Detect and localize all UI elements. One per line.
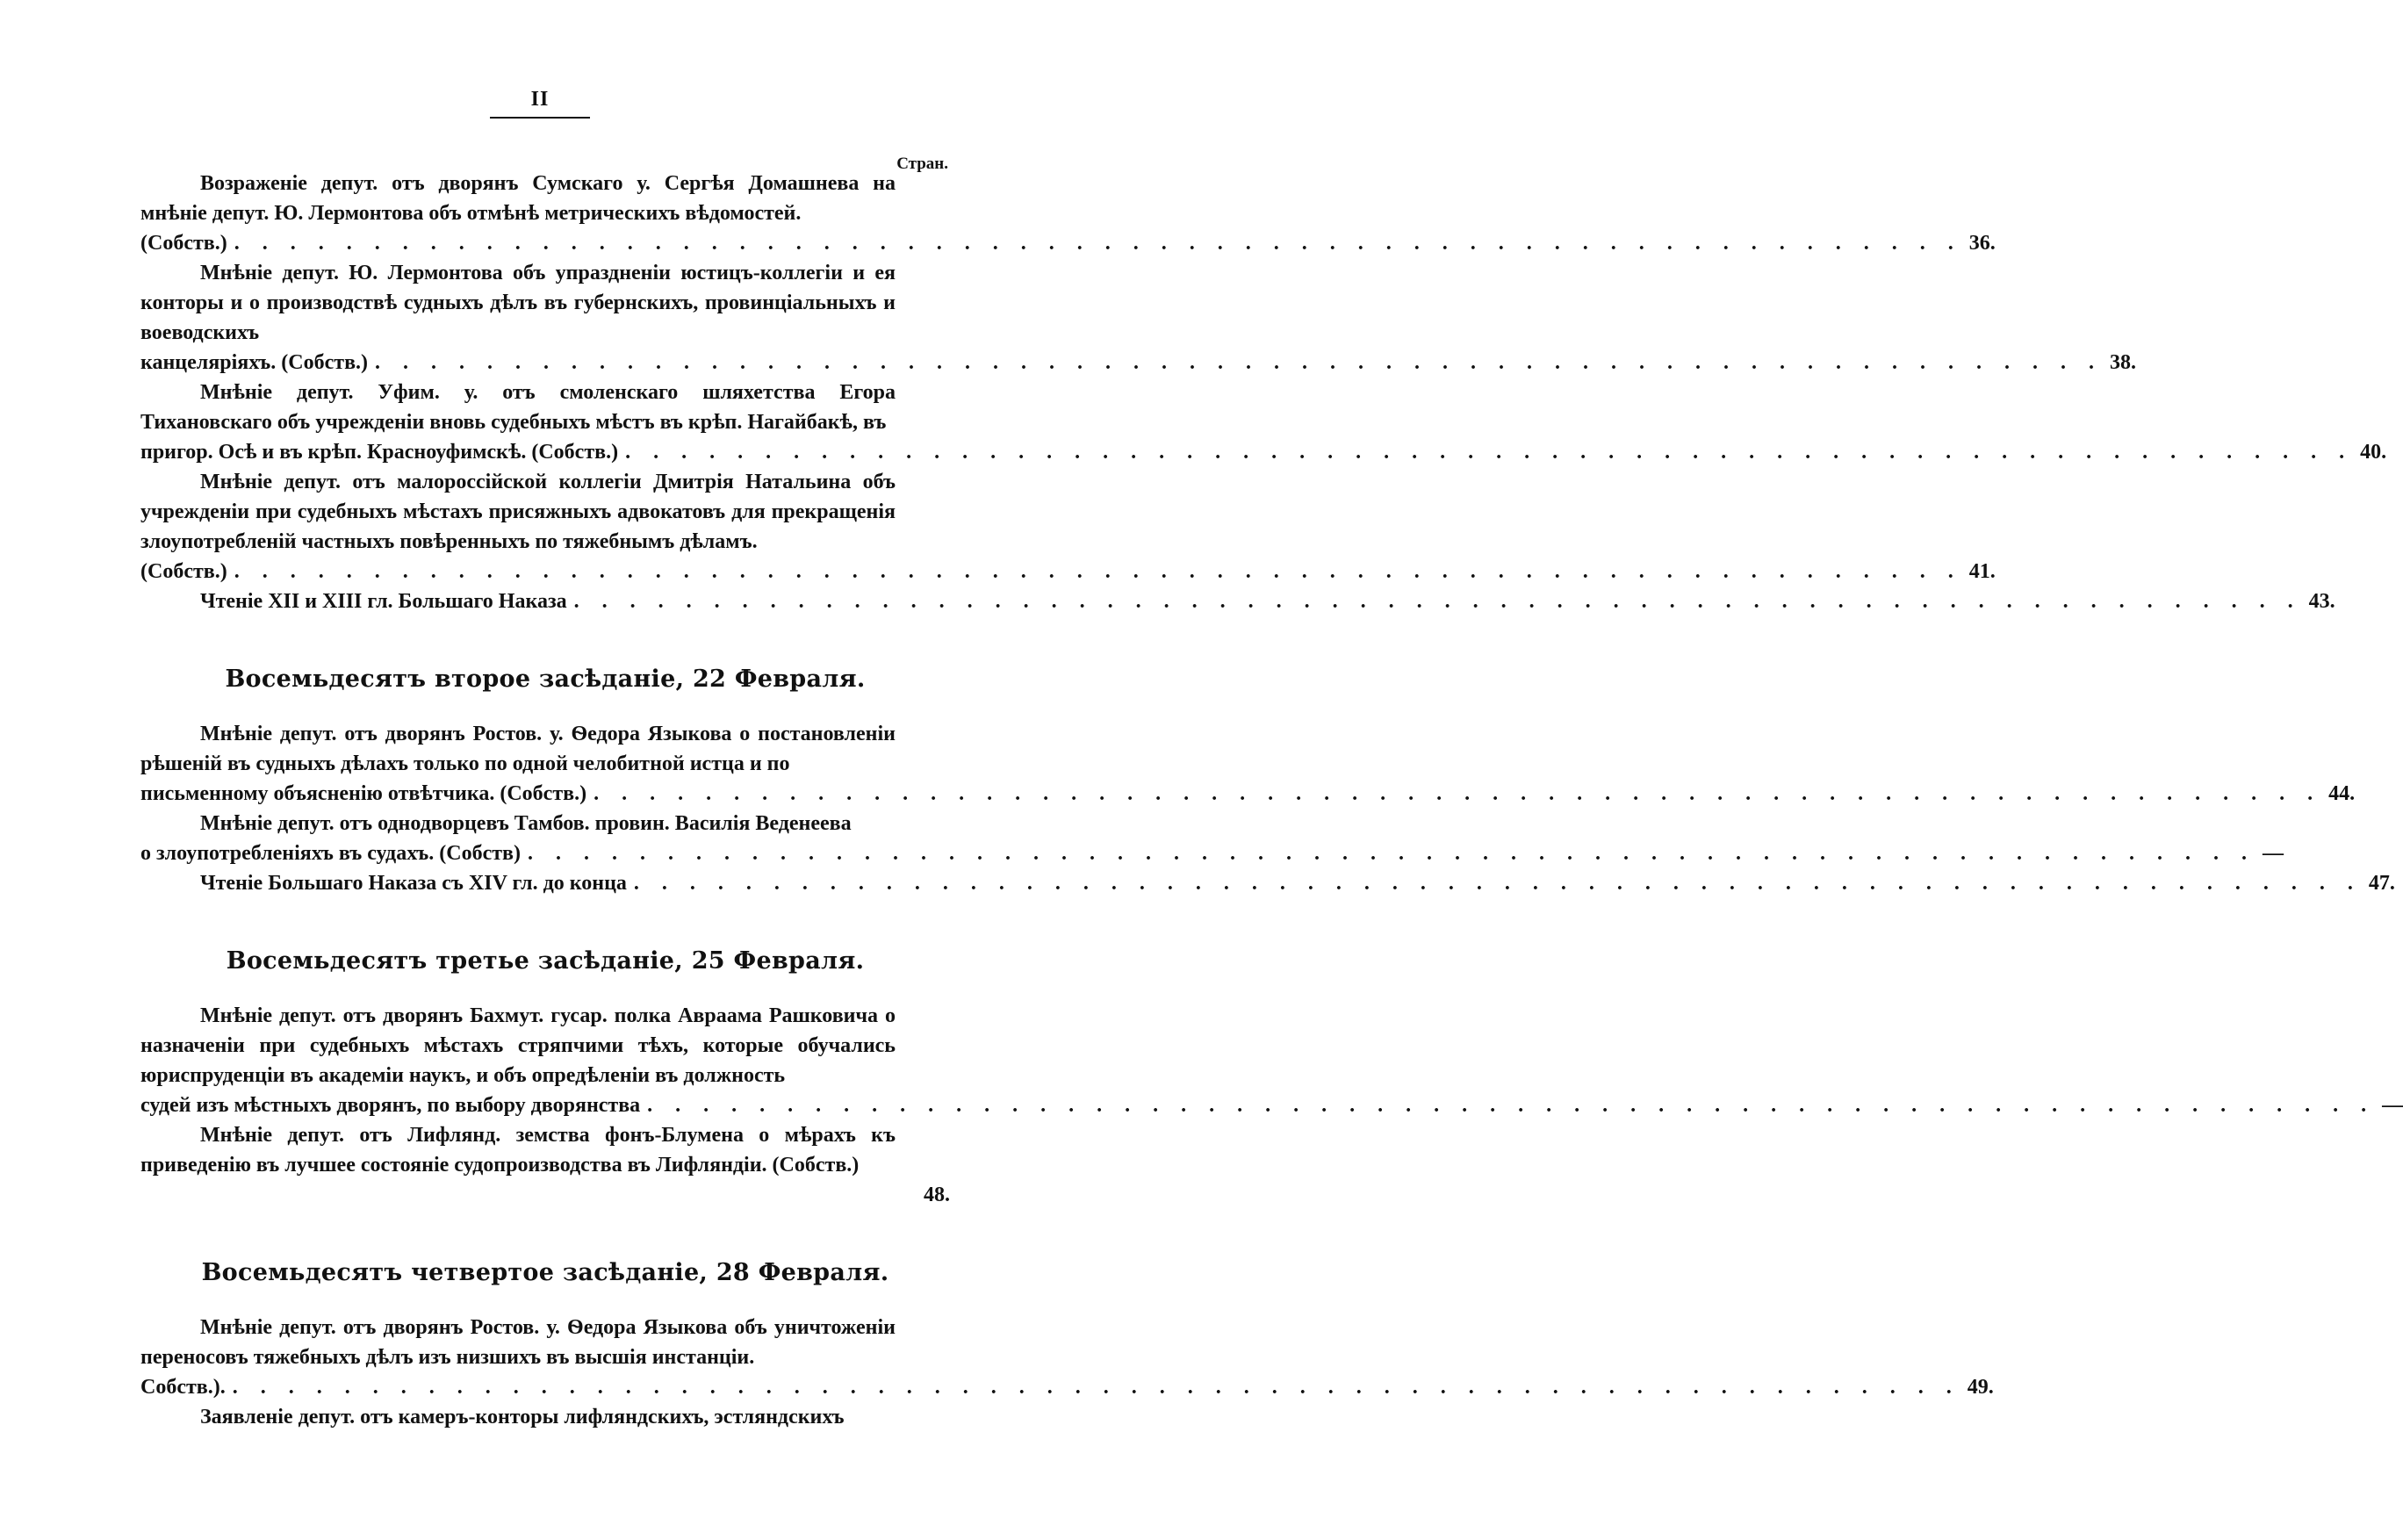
toc-page-ref: 36. bbox=[1968, 232, 1996, 255]
toc-page-ref: 49. bbox=[1967, 1376, 1994, 1399]
toc-entry bbox=[140, 868, 2395, 898]
toc-page-ref: 38. bbox=[2110, 351, 2137, 374]
toc-entry-text: Возраженіе депут. отъ дворянъ Сумскаго у. Сергѣя Домашнева на мнѣніе депут. Ю. Лермонтова объ отмѣнѣ метрическихъ вѣдомостей. bbox=[140, 172, 896, 225]
leader-dots: . . . . . . . . . . . . . . . . . . . . . . . . . . . . . . . . . . . . . . . . . . . . . . . . . . . . . . . . . . . . . . bbox=[625, 441, 2354, 464]
toc-page-ref: 41. bbox=[1968, 560, 1996, 583]
toc-page-ref: 44. bbox=[2328, 782, 2356, 805]
toc-entry-last-line bbox=[140, 1372, 1994, 1402]
toc-entry bbox=[140, 467, 1996, 586]
toc-entry-text: Мнѣніе депут. отъ дворянъ Бахмут. гусар. полка Авраама Рашковича о назначеніи при судебныхъ мѣстахъ стряпчими тѣхъ, которые обучались юриспруденціи въ академіи наукъ, и объ опредѣленіи въ должность bbox=[140, 1004, 896, 1087]
toc-entry-tail: письменному объясненію отвѣтчика. (Собств.) bbox=[140, 782, 587, 805]
leader-dots: . . . . . . . . . . . . . . . . . . . . . . . . . . . . . . . . . . . . . . . . . . . . . . . . . . . . . . . . . . . . . . bbox=[234, 232, 1962, 255]
toc-entry bbox=[140, 169, 1996, 258]
toc-page-ref: 48. bbox=[924, 1184, 950, 1206]
toc-entry bbox=[140, 586, 2335, 616]
toc-entry bbox=[140, 1001, 2403, 1120]
leader-dots: . . . . . . . . . . . . . . . . . . . . . . . . . . . . . . . . . . . . . . . . . . . . . . . . . . . . . . . . . . . . . . bbox=[573, 590, 2302, 613]
toc-entry-tail: судей изъ мѣстныхъ дворянъ, по выбору дворянства bbox=[140, 1094, 641, 1117]
leader-dots: . . . . . . . . . . . . . . . . . . . . . . . . . . . . . . . . . . . . . . . . . . . . . . . . . . . . . . . . . . . . . . bbox=[234, 560, 1962, 583]
page-number: II bbox=[530, 88, 550, 111]
toc-entry bbox=[140, 378, 2387, 467]
page-column-label: Стран. bbox=[896, 155, 948, 173]
toc-page-ref: — bbox=[2262, 842, 2284, 865]
toc-entry-last-line bbox=[140, 437, 2387, 467]
leader-dots: . . . . . . . . . . . . . . . . . . . . . . . . . . . . . . . . . . . . . . . . . . . . . . . . . . . . . . . . . . . . . . bbox=[594, 782, 2322, 805]
page-number-rule bbox=[490, 117, 590, 119]
toc-entry-text: Заявленіе депут. отъ камеръ-конторы лифляндскихъ, эстляндскихъ bbox=[200, 1406, 845, 1428]
leader-dots: . . . . . . . . . . . . . . . . . . . . . . . . . . . . . . . . . . . . . . . . . . . . . . . . . . . . . . . . . . . . . . bbox=[527, 842, 2256, 865]
section-heading: Восемьдесятъ третье засѣданіе, 25 Февраля. bbox=[226, 947, 865, 975]
toc-entry-tail: Чтеніе Большаго Наказа съ XIV гл. до конца bbox=[200, 872, 627, 895]
toc-entry-tail: канцеляріяхъ. (Собств.) bbox=[140, 351, 369, 374]
toc-entry-last-line bbox=[140, 868, 2395, 898]
toc-entry-tail: Собств.). bbox=[140, 1376, 226, 1399]
toc-entry bbox=[140, 1120, 950, 1210]
toc-entry-tail: (Собств.) bbox=[140, 232, 227, 255]
toc-entry-last-line bbox=[140, 228, 1996, 258]
toc-entry-text: Мнѣніе депут. Уфим. у. отъ смоленскаго шляхетства Егора Тихановскаго объ учрежденіи вновь судебныхъ мѣстъ въ крѣп. Нагайбакѣ, въ bbox=[140, 381, 896, 434]
toc-entry-text: Мнѣніе депут. отъ Лифлянд. земства фонъ-Блумена о мѣрахъ къ приведенію въ лучшее состояніе судопроизводства въ Лифляндіи. (Собств.) bbox=[140, 1124, 896, 1177]
toc-entry-tail: пригор. Осѣ и въ крѣп. Красноуфимскѣ. (Собств.) bbox=[140, 441, 619, 464]
toc-entry-tail: Чтеніе XII и XIII гл. Большаго Наказа bbox=[200, 590, 567, 613]
toc-page-ref: 43. bbox=[2308, 590, 2335, 613]
toc-entry bbox=[140, 1402, 950, 1432]
toc-entry-text: Мнѣніе депут. Ю. Лермонтова объ упраздненіи юстицъ-коллегіи и ея конторы и о производствѣ судныхъ дѣлъ въ губернскихъ, провинціальныхъ и воеводскихъ bbox=[140, 262, 896, 344]
toc-entry-tail: (Собств.) bbox=[140, 560, 227, 583]
toc-entry-last-line bbox=[140, 348, 2137, 378]
toc-entry-last-line bbox=[140, 779, 2356, 809]
toc-entry-last-line bbox=[140, 1180, 950, 1210]
toc-entry-text: Мнѣніе депут. отъ дворянъ Ростов. у. Ѳедора Языкова объ уничтоженіи переносовъ тяжебныхъ дѣлъ изъ низшихъ въ высшія инстанціи. bbox=[140, 1316, 896, 1369]
toc-page-ref: 47. bbox=[2368, 872, 2395, 895]
toc-entry-last-line bbox=[140, 838, 2284, 868]
toc-entry-text: Мнѣніе депут. отъ малороссійской коллегіи Дмитрія Натальина объ учрежденіи при судебныхъ мѣстахъ присяжныхъ адвокатовъ для прекращенія злоупотребленій частныхъ повѣренныхъ по тяжебнымъ дѣламъ. bbox=[140, 471, 896, 553]
toc-entry-last-line bbox=[140, 1090, 2403, 1120]
section-heading: Восемьдесятъ четвертое засѣданіе, 28 Февраля. bbox=[201, 1259, 889, 1286]
toc-entry-text: Мнѣніе депут. отъ однодворцевъ Тамбов. провин. Василія Веденеева bbox=[200, 812, 852, 835]
toc-entry-last-line bbox=[140, 586, 2335, 616]
leader-dots: . . . . . . . . . . . . . . . . . . . . . . . . . . . . . . . . . . . . . . . . . . . . . . . . . . . . . . . . . . . . . . bbox=[375, 351, 2104, 374]
leader-dots: . . . . . . . . . . . . . . . . . . . . . . . . . . . . . . . . . . . . . . . . . . . . . . . . . . . . . . . . . . . . . . bbox=[232, 1376, 1961, 1399]
toc-page-ref: — bbox=[2382, 1094, 2403, 1117]
table-of-contents bbox=[140, 169, 2403, 1432]
toc-entry bbox=[140, 809, 2284, 868]
toc-entry-tail: о злоупотребленіяхъ въ судахъ. (Собств) bbox=[140, 842, 521, 865]
section-heading: Восемьдесятъ второе засѣданіе, 22 Февраля. bbox=[225, 666, 866, 693]
toc-entry-last-line bbox=[140, 557, 1996, 586]
toc-entry bbox=[140, 1313, 1994, 1402]
leader-dots: . . . . . . . . . . . . . . . . . . . . . . . . . . . . . . . . . . . . . . . . . . . . . . . . . . . . . . . . . . . . . . bbox=[647, 1094, 2376, 1117]
toc-entry-text: Мнѣніе депут. отъ дворянъ Ростов. у. Ѳедора Языкова о постановленіи рѣшеній въ судныхъ дѣлахъ только по одной челобитной истца и по bbox=[140, 723, 896, 775]
toc-page-ref: 40. bbox=[2360, 441, 2387, 464]
leader-dots: . . . . . . . . . . . . . . . . . . . . . . . . . . . . . . . . . . . . . . . . . . . . . . . . . . . . . . . . . . . . . . bbox=[633, 872, 2362, 895]
toc-entry bbox=[140, 258, 2137, 378]
toc-entry bbox=[140, 719, 2356, 809]
